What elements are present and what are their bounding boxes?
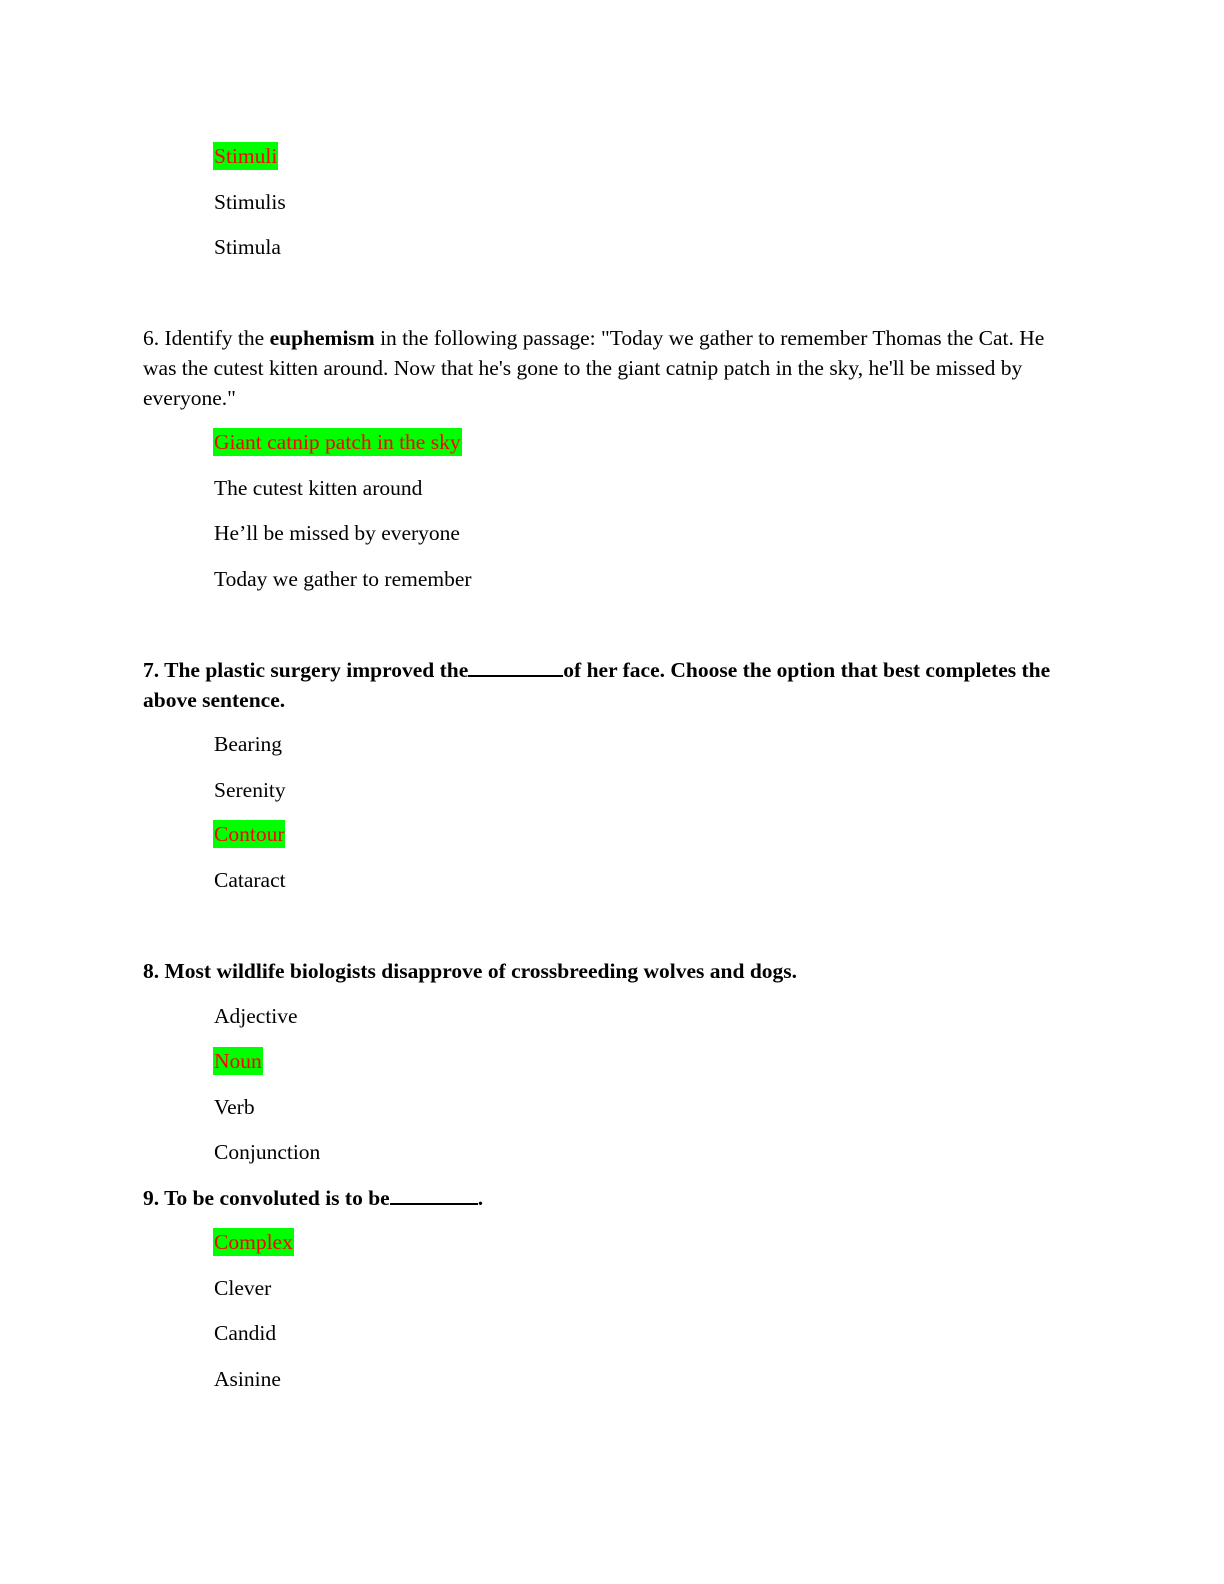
option: Today we gather to remember (214, 567, 472, 591)
option-correct: Complex (214, 1230, 293, 1254)
question-6-key-term: euphemism (269, 326, 375, 350)
option-correct: Contour (214, 822, 285, 846)
question-6-passage: in the following passage: "Today we gather to remember Thomas the Cat. He was the cutest kitten around. Now that he's gone to the giant catnip patch in the sky, he'll be missed by everyone." (143, 326, 1045, 410)
answer-blank (468, 657, 563, 677)
option: Bearing (214, 732, 283, 756)
option: Serenity (214, 778, 286, 802)
question-9-stem-end: . (477, 1186, 484, 1210)
question-6-prefix: 6. Identify the (143, 326, 270, 350)
option: Asinine (214, 1367, 281, 1391)
option-correct: Noun (214, 1049, 262, 1073)
question-7-stem-end: of her face. Choose the option that best completes the above sentence. (143, 658, 1051, 712)
question-7-text (143, 655, 1083, 715)
option: Verb (214, 1095, 255, 1119)
option: Cataract (214, 868, 286, 892)
option: Clever (214, 1276, 272, 1300)
question-7-stem: 7. The plastic surgery improved the (143, 658, 469, 682)
option: Candid (214, 1321, 277, 1345)
question-6-text (143, 323, 1083, 413)
question-9-text (143, 1183, 1083, 1213)
answer-blank (390, 1185, 478, 1205)
option: Conjunction (214, 1140, 321, 1164)
option: The cutest kitten around (214, 476, 423, 500)
option: Stimula (214, 235, 281, 259)
option-correct: Stimuli (214, 144, 278, 168)
question-8-text: 8. Most wildlife biologists disapprove of crossbreeding wolves and dogs. (143, 959, 798, 983)
question-9-stem: 9. To be convoluted is to be (143, 1186, 390, 1210)
option: Stimulis (214, 190, 286, 214)
option: Adjective (214, 1004, 298, 1028)
option: He’ll be missed by everyone (214, 521, 460, 545)
option-correct: Giant catnip patch in the sky (214, 430, 461, 454)
